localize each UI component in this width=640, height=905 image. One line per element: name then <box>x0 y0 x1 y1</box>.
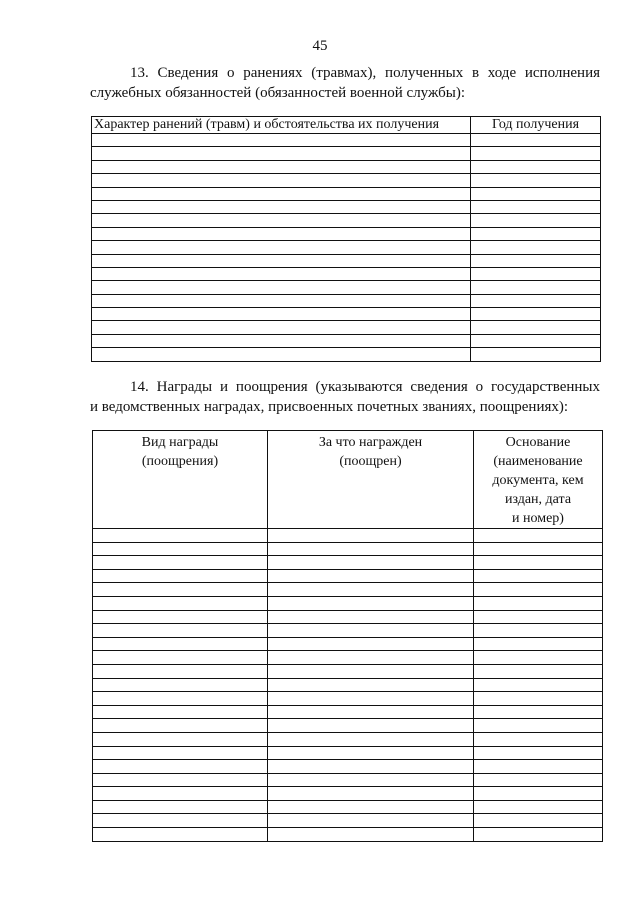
awards-table-cell[interactable] <box>268 637 474 651</box>
awards-table-cell[interactable] <box>474 678 603 692</box>
awards-table-row <box>93 529 603 543</box>
injury-nature-header: Характер ранений (травм) и обстоятельства их получения <box>92 117 471 134</box>
injuries-table-row <box>92 200 601 213</box>
awards-table-row <box>93 596 603 610</box>
awards-table-cell[interactable] <box>93 556 268 570</box>
awards-table-cell[interactable] <box>93 773 268 787</box>
award-type-header-line: Вид награды <box>141 435 219 450</box>
injuries-table-row <box>92 147 601 160</box>
awards-table-cell[interactable] <box>268 692 474 706</box>
awards-table-cell[interactable] <box>268 814 474 828</box>
section-14-line-2: и ведомственных наградах, присвоенных почетных званиях, поощрениях): <box>90 399 569 415</box>
injuries-table-cell[interactable] <box>92 187 471 200</box>
awards-table-cell[interactable] <box>93 529 268 543</box>
awards-table-row <box>93 569 603 583</box>
awards-table-row <box>93 542 603 556</box>
awards-table-cell[interactable] <box>268 569 474 583</box>
section-13-heading <box>90 63 600 103</box>
injuries-table-cell[interactable] <box>92 134 471 147</box>
awards-table-cell[interactable] <box>93 800 268 814</box>
awards-table-cell[interactable] <box>93 596 268 610</box>
injuries-table-cell[interactable] <box>92 200 471 213</box>
awards-table-cell[interactable] <box>93 678 268 692</box>
injuries-table-cell[interactable] <box>471 187 601 200</box>
award-basis-header-line: (наименование <box>493 454 583 469</box>
injuries-table-row <box>92 134 601 147</box>
injuries-table-cell[interactable] <box>471 227 601 240</box>
injuries-table-row <box>92 187 601 200</box>
injuries-table-row <box>92 214 601 227</box>
awards-table-cell[interactable] <box>474 569 603 583</box>
awards-table-cell[interactable] <box>474 610 603 624</box>
awards-table-cell[interactable] <box>268 746 474 760</box>
awards-table-row <box>93 678 603 692</box>
award-basis-header-line: и номер) <box>512 511 564 526</box>
awards-table-row <box>93 637 603 651</box>
awards-table-cell[interactable] <box>268 800 474 814</box>
injuries-table-cell[interactable] <box>92 254 471 267</box>
awards-table-cell[interactable] <box>93 814 268 828</box>
injuries-table-cell[interactable] <box>471 334 601 347</box>
awards-table-cell[interactable] <box>268 760 474 774</box>
page-number: 45 <box>312 38 328 54</box>
injuries-table-cell[interactable] <box>471 241 601 254</box>
injuries-table-cell[interactable] <box>92 174 471 187</box>
awards-table-row <box>93 705 603 719</box>
section-14-heading <box>90 377 600 417</box>
awards-table-row <box>93 719 603 733</box>
awards-table-cell[interactable] <box>474 529 603 543</box>
injuries-table-row <box>92 348 601 361</box>
injuries-table-row <box>92 281 601 294</box>
awards-table-cell[interactable] <box>474 556 603 570</box>
awards-table-cell[interactable] <box>474 637 603 651</box>
injuries-table-cell[interactable] <box>471 281 601 294</box>
awards-table-cell[interactable] <box>268 529 474 543</box>
injuries-table-cell[interactable] <box>92 267 471 280</box>
awards-table-cell[interactable] <box>268 664 474 678</box>
awards-table-cell[interactable] <box>268 596 474 610</box>
awards-table-cell[interactable] <box>268 610 474 624</box>
award-reason-header <box>268 431 474 529</box>
injuries-table-cell[interactable] <box>92 214 471 227</box>
awards-table-cell[interactable] <box>93 637 268 651</box>
injuries-table-cell[interactable] <box>92 334 471 347</box>
awards-table-header <box>93 431 603 529</box>
injuries-table-cell[interactable] <box>471 214 601 227</box>
award-type-header <box>93 431 268 529</box>
awards-table-row <box>93 800 603 814</box>
award-type-header-line: (поощрения) <box>141 454 219 469</box>
awards-table-cell[interactable] <box>474 814 603 828</box>
injuries-table-row <box>92 227 601 240</box>
awards-table-cell[interactable] <box>93 787 268 801</box>
injuries-table-cell[interactable] <box>471 147 601 160</box>
awards-table-cell[interactable] <box>474 664 603 678</box>
awards-table-cell[interactable] <box>474 596 603 610</box>
injuries-table-header <box>92 117 601 134</box>
award-reason-header-line: (поощрен) <box>339 454 402 469</box>
injuries-table-cell[interactable] <box>92 241 471 254</box>
awards-table-cell[interactable] <box>93 746 268 760</box>
awards-table-cell[interactable] <box>268 732 474 746</box>
injuries-table-cell[interactable] <box>92 348 471 361</box>
awards-table-cell[interactable] <box>93 828 268 842</box>
awards-table-cell[interactable] <box>268 787 474 801</box>
awards-table-cell[interactable] <box>93 760 268 774</box>
awards-table-row <box>93 556 603 570</box>
award-basis-header <box>474 431 603 529</box>
awards-table-cell[interactable] <box>268 719 474 733</box>
awards-table-row <box>93 773 603 787</box>
injuries-table-row <box>92 294 601 307</box>
awards-table-cell[interactable] <box>268 624 474 638</box>
injuries-table-cell[interactable] <box>471 308 601 321</box>
awards-table-row <box>93 732 603 746</box>
awards-table-cell[interactable] <box>93 664 268 678</box>
award-reason-header-line: За что награжден <box>318 435 423 450</box>
award-basis-header-line: документа, кем <box>492 473 584 488</box>
section-14-line-1: 14. Награды и поощрения (указываются сведения о государственных <box>130 379 600 395</box>
awards-table-cell[interactable] <box>474 692 603 706</box>
awards-table-row <box>93 692 603 706</box>
awards-table-cell[interactable] <box>268 678 474 692</box>
awards-table-cell[interactable] <box>93 624 268 638</box>
injuries-table-cell[interactable] <box>471 267 601 280</box>
awards-table-cell[interactable] <box>474 624 603 638</box>
awards-table-cell[interactable] <box>474 732 603 746</box>
awards-table-cell[interactable] <box>268 556 474 570</box>
awards-table-row <box>93 624 603 638</box>
injuries-table-row <box>92 308 601 321</box>
awards-table-cell[interactable] <box>474 651 603 665</box>
injuries-table-cell[interactable] <box>471 200 601 213</box>
awards-table-cell[interactable] <box>93 542 268 556</box>
awards-table-cell[interactable] <box>93 569 268 583</box>
awards-table-row <box>93 651 603 665</box>
injuries-table-cell[interactable] <box>92 160 471 173</box>
awards-table-row <box>93 746 603 760</box>
awards-table-row <box>93 664 603 678</box>
injuries-table-cell[interactable] <box>471 134 601 147</box>
injuries-table-cell[interactable] <box>471 348 601 361</box>
injury-year-header: Год получения <box>471 117 601 134</box>
awards-table-cell[interactable] <box>93 705 268 719</box>
injuries-table-cell[interactable] <box>471 254 601 267</box>
injuries-table-row <box>92 174 601 187</box>
awards-table-cell[interactable] <box>474 828 603 842</box>
injuries-table-cell[interactable] <box>471 160 601 173</box>
section-13-line-2: служебных обязанностей (обязанностей военной службы): <box>90 85 466 101</box>
injuries-table-row <box>92 267 601 280</box>
injuries-table-row <box>92 321 601 334</box>
awards-table-cell[interactable] <box>268 828 474 842</box>
awards-table-cell[interactable] <box>93 692 268 706</box>
awards-table-cell[interactable] <box>474 760 603 774</box>
awards-table-cell[interactable] <box>268 705 474 719</box>
injuries-table-cell[interactable] <box>92 294 471 307</box>
injuries-table-cell[interactable] <box>92 281 471 294</box>
awards-table-cell[interactable] <box>93 610 268 624</box>
awards-table-cell[interactable] <box>474 746 603 760</box>
awards-table-cell[interactable] <box>474 787 603 801</box>
section-13-line-1: 13. Сведения о ранениях (травмах), полученных в ходе исполнения <box>130 65 600 81</box>
awards-table-cell[interactable] <box>93 651 268 665</box>
injuries-table-row <box>92 160 601 173</box>
awards-table-row <box>93 787 603 801</box>
awards-table-row <box>93 760 603 774</box>
awards-table-row <box>93 814 603 828</box>
award-basis-header-line: Основание <box>505 435 571 450</box>
awards-table-row <box>93 610 603 624</box>
award-basis-header-line: издан, дата <box>504 492 572 507</box>
injuries-table-cell[interactable] <box>471 294 601 307</box>
injuries-table-cell[interactable] <box>471 321 601 334</box>
awards-table-cell[interactable] <box>268 651 474 665</box>
injuries-table-cell[interactable] <box>92 308 471 321</box>
awards-table-cell[interactable] <box>93 719 268 733</box>
awards-table-cell[interactable] <box>474 773 603 787</box>
awards-table-cell[interactable] <box>474 719 603 733</box>
injuries-table-row <box>92 254 601 267</box>
injuries-table <box>91 116 601 362</box>
injuries-table-cell[interactable] <box>92 321 471 334</box>
awards-table-cell[interactable] <box>474 800 603 814</box>
awards-table <box>92 430 603 842</box>
awards-table-cell[interactable] <box>93 583 268 597</box>
awards-table-cell[interactable] <box>474 542 603 556</box>
injuries-table-cell[interactable] <box>471 174 601 187</box>
awards-table-row <box>93 828 603 842</box>
awards-table-cell[interactable] <box>268 542 474 556</box>
awards-table-cell[interactable] <box>474 705 603 719</box>
injuries-table-row <box>92 241 601 254</box>
injuries-table-cell[interactable] <box>92 227 471 240</box>
awards-table-row <box>93 583 603 597</box>
injuries-table-cell[interactable] <box>92 147 471 160</box>
awards-table-cell[interactable] <box>268 773 474 787</box>
injuries-table-row <box>92 334 601 347</box>
awards-table-cell[interactable] <box>93 732 268 746</box>
awards-table-cell[interactable] <box>474 583 603 597</box>
awards-table-cell[interactable] <box>268 583 474 597</box>
